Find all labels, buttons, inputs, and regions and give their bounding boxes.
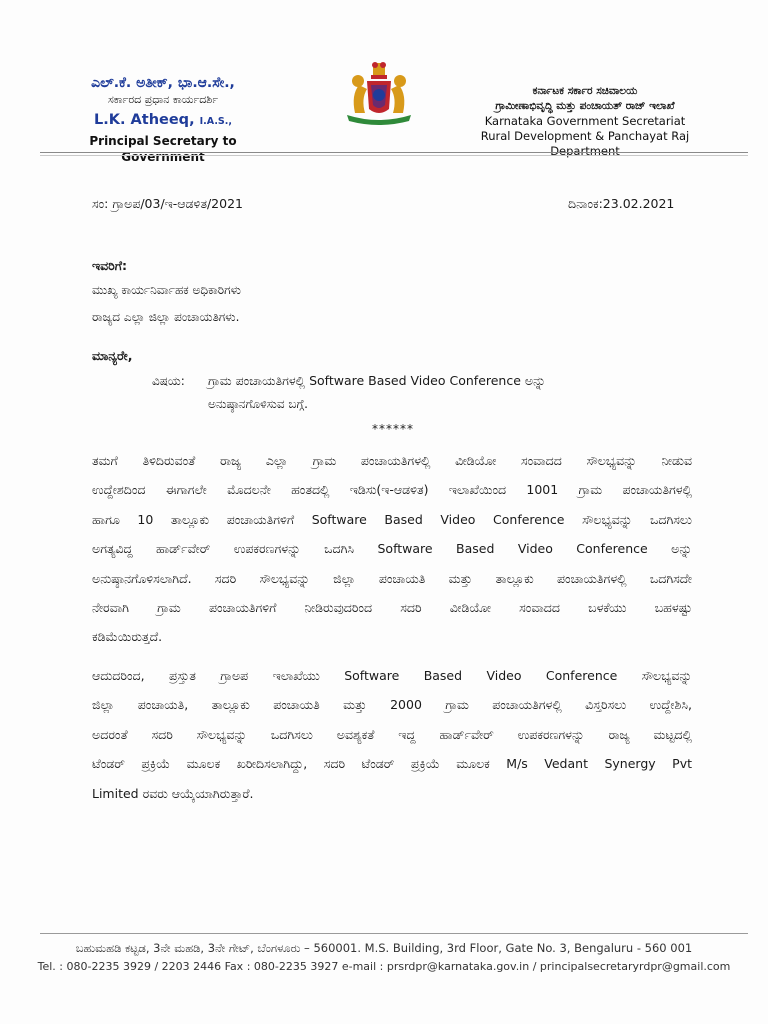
paragraph-line: ತಮಗೆ ತಿಳಿದಿರುವಂತೆ ರಾಜ್ಯ ಎಲ್ಲಾ ಗ್ರಾಮ ಪಂಚಾಯತಿಗಳಲ್ಲಿ ವೀಡಿಯೋ ಸಂವಾದದ ಸೌಲಭ್ಯವನ್ನು ನೀಡುವ [92, 453, 692, 468]
paragraph-line: ನೇರವಾಗಿ ಗ್ರಾಮ ಪಂಚಾಯತಿಗಳಿಗೆ ನೀಡಿರುವುದರಿಂದ ಸದರಿ ವೀಡಿಯೋ ಸಂವಾದದ ಬಳಕೆಯು ಬಹಳಷ್ಟು [92, 599, 692, 615]
officer-name: L.K. Atheeq, [94, 112, 195, 128]
officer-name-kannada: ಎಲ್.ಕೆ. ಅತೀಕ್, ಭಾ.ಆ.ಸೇ., [91, 75, 235, 91]
body-paragraph-2 [92, 661, 692, 808]
subject-line-1: ಗ್ರಾಮ ಪಂಚಾಯತಿಗಳಲ್ಲಿ Software Based Video Conference ಅನ್ನು [208, 373, 546, 388]
paragraph-line: ಕಡಿಮೆಯಿರುತ್ತದೆ. [92, 629, 163, 645]
paragraph-line: ಅದರಂತೆ ಸದರಿ ಸೌಲಭ್ಯವನ್ನು ಒದಗಿಸಲು ಅವಶ್ಯಕತೆ ಇದ್ದ ಹಾರ್ಡ್‌ವೇರ್ ಉಪಕರಣಗಳನ್ನು ರಾಜ್ಯ ಮಟ್ಟದಲ್ಲಿ [92, 726, 692, 742]
paragraph-line: ಜಿಲ್ಲಾ ಪಂಚಾಯತಿ, ತಾಲ್ಲೂಕು ಪಂಚಾಯತಿ ಮತ್ತು 2000 ಗ್ರಾಮ ಪಂಚಾಯತಿಗಳಲ್ಲಿ ವಿಸ್ತರಿಸಲು ಉದ್ದೇಶಿಸಿ, [92, 697, 692, 713]
letter-date: ದಿನಾಂಕ:23.02.2021 [568, 196, 675, 211]
footer-contact: Tel. : 080-2235 3929 / 2203 2446 Fax : 080-2235 3927 e-mail : prsrdpr@karnataka.gov.in / principalsecretaryrdpr@gmail.com [37, 960, 731, 973]
officer-name-suffix: I.A.S., [199, 116, 232, 127]
paragraph-line: ಹಾಗೂ 10 ತಾಲ್ಲೂಕು ಪಂಚಾಯತಿಗಳಿಗೆ Software Based Video Conference ಸೌಲಭ್ಯವನ್ನು ಒದಗಿಸಲು [92, 511, 692, 527]
subject-line-2: ಅನುಷ್ಠಾನಗೊಳಿಸುವ ಬಗ್ಗೆ. [208, 397, 308, 411]
officer-name-english [58, 109, 268, 133]
karnataka-emblem-icon [341, 55, 417, 131]
footer-divider [40, 933, 748, 934]
reference-number: ಸಂ: ಗ್ರಾಅಪ/03/ಇ-ಆಡಳಿತ/2021 [92, 196, 243, 211]
officer-title-english: Principal Secretary to Government [89, 134, 237, 164]
footer-address: ಬಹುಮಹಡಿ ಕಟ್ಟಡ, 3ನೇ ಮಹಡಿ, 3ನೇ ಗೇಟ್, ಬೆಂಗಳೂರು – 560001. M.S. Building, 3rd Floor, Gate No. 3, Bengaluru - 560 001 [75, 941, 693, 955]
paragraph-line: ಆದುದರಿಂದ, ಪ್ರಸ್ತುತ ಗ್ರಾಅಪ ಇಲಾಖೆಯು Software Based Video Conference ಸೌಲಭ್ಯವನ್ನು [92, 668, 692, 683]
paragraph-line: ಉದ್ದೇಶದಿಂದ ಈಗಾಗಲೇ ಮೊದಲನೇ ಹಂತದಲ್ಲಿ ಇಡಿಸು(ಇ-ಆಡಳಿತ) ಇಲಾಖೆಯಿಂದ 1001 ಗ್ರಾಮ ಪಂಚಾಯತಿಗಳಲ್ಲಿ [92, 482, 692, 498]
paragraph-line: Limited ರವರು ಆಯ್ಕೆಯಾಗಿರುತ್ತಾರೆ. [92, 785, 254, 801]
body-paragraph-1 [92, 446, 692, 652]
officer-title-kannada: ಸರ್ಕಾರದ ಪ್ರಧಾನ ಕಾರ್ಯದರ್ಶಿ [107, 93, 219, 106]
header-divider-thin [40, 155, 748, 156]
addressee-line-2: ರಾಜ್ಯದ ಎಲ್ಲಾ ಜಿಲ್ಲಾ ಪಂಚಾಯತಿಗಳು. [92, 310, 240, 324]
department-english: Rural Development & Panchayat Raj Department [480, 129, 690, 158]
paragraph-line: ಅಗತ್ಯವಿದ್ದ ಹಾರ್ಡ್‌ವೇರ್ ಉಪಕರಣಗಳನ್ನು ಒದಗಿಸಿ Software Based Video Conference ಅನ್ನು [92, 541, 692, 557]
secretariat-english: Karnataka Government Secretariat [484, 114, 686, 128]
department-kannada: ಗ್ರಾಮೀಣಾಭಿವೃದ್ಧಿ ಮತ್ತು ಪಂಚಾಯತ್ ರಾಜ್ ಇಲಾಖೆ [495, 100, 675, 112]
paragraph-line: ಟೆಂಡರ್ ಪ್ರಕ್ರಿಯೆ ಮೂಲಕ ಖರೀದಿಸಲಾಗಿದ್ದು, ಸದರಿ ಟೆಂಡರ್ ಪ್ರಕ್ರಿಯೆ ಮೂಲಕ M/s Vedant Synergy Pvt [92, 756, 692, 772]
letterhead-right [462, 84, 708, 159]
to-label: ಇವರಿಗೆ: [92, 258, 128, 273]
paragraph-line: ಅನುಷ್ಠಾನಗೊಳಿಸಲಾಗಿದೆ. ಸದರಿ ಸೌಲಭ್ಯವನ್ನು ಜಿಲ್ಲಾ ಪಂಚಾಯತಿ ಮತ್ತು ತಾಲ್ಲೂಕು ಪಂಚಾಯತಿಗಳಲ್ಲಿ ಒದಗಿಸದೇ [92, 570, 692, 586]
subject-label: ವಿಷಯ: [152, 374, 185, 388]
header-divider [40, 152, 748, 153]
subject-separator: ****** [372, 422, 414, 436]
addressee-line-1: ಮುಖ್ಯ ಕಾರ್ಯನಿರ್ವಾಹಕ ಅಧಿಕಾರಿಗಳು [92, 283, 241, 297]
salutation: ಮಾನ್ಯರೇ, [92, 348, 133, 363]
secretariat-kannada: ಕರ್ನಾಟಕ ಸರ್ಕಾರ ಸಚಿವಾಲಯ [532, 85, 638, 97]
